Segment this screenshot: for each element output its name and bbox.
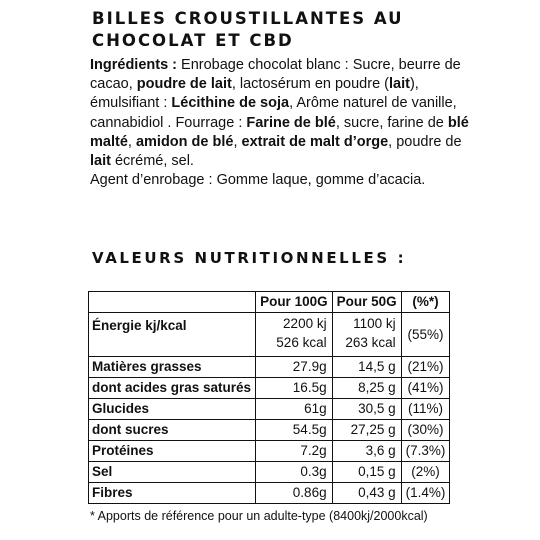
- row-per50: 0,43 g: [332, 483, 401, 504]
- footnote: * Apports de référence pour un adulte-type (8400kj/2000kcal): [90, 509, 428, 523]
- ingredient-bold-segment: extrait de malt d’orge: [241, 133, 389, 150]
- header-per50: Pour 50G: [332, 292, 401, 313]
- ingredient-bold-segment: poudre de lait: [136, 76, 232, 93]
- energy-per100: [256, 313, 333, 357]
- row-label: Glucides: [89, 399, 256, 420]
- ingredient-bold-segment: Farine de blé: [246, 114, 336, 131]
- header-per100: Pour 100G: [256, 292, 333, 313]
- row-pct: (11%): [401, 399, 450, 420]
- nutrition-heading: VALEURS NUTRITIONNELLES :: [92, 249, 407, 267]
- ingredient-bold-segment: lait: [90, 153, 111, 170]
- energy-per50-kcal: 263 kcal: [345, 335, 396, 350]
- header-pct: (%*): [401, 292, 450, 313]
- energy-per100-kj: 2200 kj: [283, 316, 327, 331]
- table-row: [89, 441, 450, 462]
- row-pct: (30%): [401, 420, 450, 441]
- row-per50: 27,25 g: [332, 420, 401, 441]
- row-per100: 16.5g: [256, 378, 333, 399]
- row-per100: 0.3g: [256, 462, 333, 483]
- row-pct: (2%): [401, 462, 450, 483]
- header-label: [89, 292, 256, 313]
- ingredient-bold-segment: Lécithine de soja: [171, 95, 290, 112]
- row-per50: 0,15 g: [332, 462, 401, 483]
- row-per100: 54.5g: [256, 420, 333, 441]
- row-per50: 30,5 g: [332, 399, 401, 420]
- table-row: [89, 399, 450, 420]
- table-row-energy: [89, 313, 450, 357]
- ingredient-segment: ,: [127, 133, 136, 150]
- ingredient-segment: , lactosérum en poudre (: [231, 76, 389, 93]
- row-per100: 7.2g: [256, 441, 333, 462]
- row-per50: 3,6 g: [332, 441, 401, 462]
- product-title: BILLES CROUSTILLANTES AU CHOCOLAT ET CBD: [92, 9, 404, 50]
- ingredient-segment: , poudre de: [388, 133, 462, 150]
- row-per100: 61g: [256, 399, 333, 420]
- ingredient-bold-segment: lait: [389, 76, 410, 93]
- energy-label: Énergie kj/kcal: [89, 313, 256, 357]
- table-row: [89, 378, 450, 399]
- row-pct: (41%): [401, 378, 450, 399]
- ingredient-segment: écrémé, sel.: [110, 153, 194, 170]
- coating-text: Agent d’enrobage : Gomme laque, gomme d’acacia.: [90, 172, 426, 189]
- row-per100: 27.9g: [256, 357, 333, 378]
- ingredient-segment: Enrobage chocolat blanc : Sucre, beurre de cacao,: [90, 57, 461, 93]
- row-pct: (1.4%): [401, 483, 450, 504]
- ingredient-bold-segment: amidon de blé: [135, 133, 234, 150]
- ingredient-segment: , sucre, farine de: [335, 114, 448, 131]
- row-label: dont acides gras saturés: [89, 378, 256, 399]
- row-label: Protéines: [89, 441, 256, 462]
- energy-pct: (55%): [401, 313, 450, 357]
- row-label: dont sucres: [89, 420, 256, 441]
- table-row: [89, 462, 450, 483]
- row-per50: 8,25 g: [332, 378, 401, 399]
- table-row: [89, 420, 450, 441]
- nutrition-table: [88, 291, 450, 504]
- table-header-row: [89, 292, 450, 313]
- row-pct: (7.3%): [401, 441, 450, 462]
- ingredient-segment: , Arôme naturel de vanille, cannabidiol . Fourrage :: [90, 95, 457, 131]
- table-row: [89, 483, 450, 504]
- row-label: Fibres: [89, 483, 256, 504]
- ingredient-segment: ,: [233, 133, 242, 150]
- energy-per50-kj: 1100 kj: [353, 316, 396, 331]
- row-per50: 14,5 g: [332, 357, 401, 378]
- row-label: Matières grasses: [89, 357, 256, 378]
- energy-per50: [332, 313, 401, 357]
- ingredient-bold-segment: Ingrédients :: [90, 57, 178, 73]
- table-row: [89, 357, 450, 378]
- row-label: Sel: [89, 462, 256, 483]
- energy-per100-kcal: 526 kcal: [276, 335, 327, 350]
- row-per100: 0.86g: [256, 483, 333, 504]
- ingredient-bold-segment: blé malté: [90, 114, 469, 150]
- ingredient-segment: ), émulsifiant :: [90, 76, 419, 112]
- ingredients-text: [90, 56, 470, 171]
- row-pct: (21%): [401, 357, 450, 378]
- ingredients-block: [90, 56, 470, 190]
